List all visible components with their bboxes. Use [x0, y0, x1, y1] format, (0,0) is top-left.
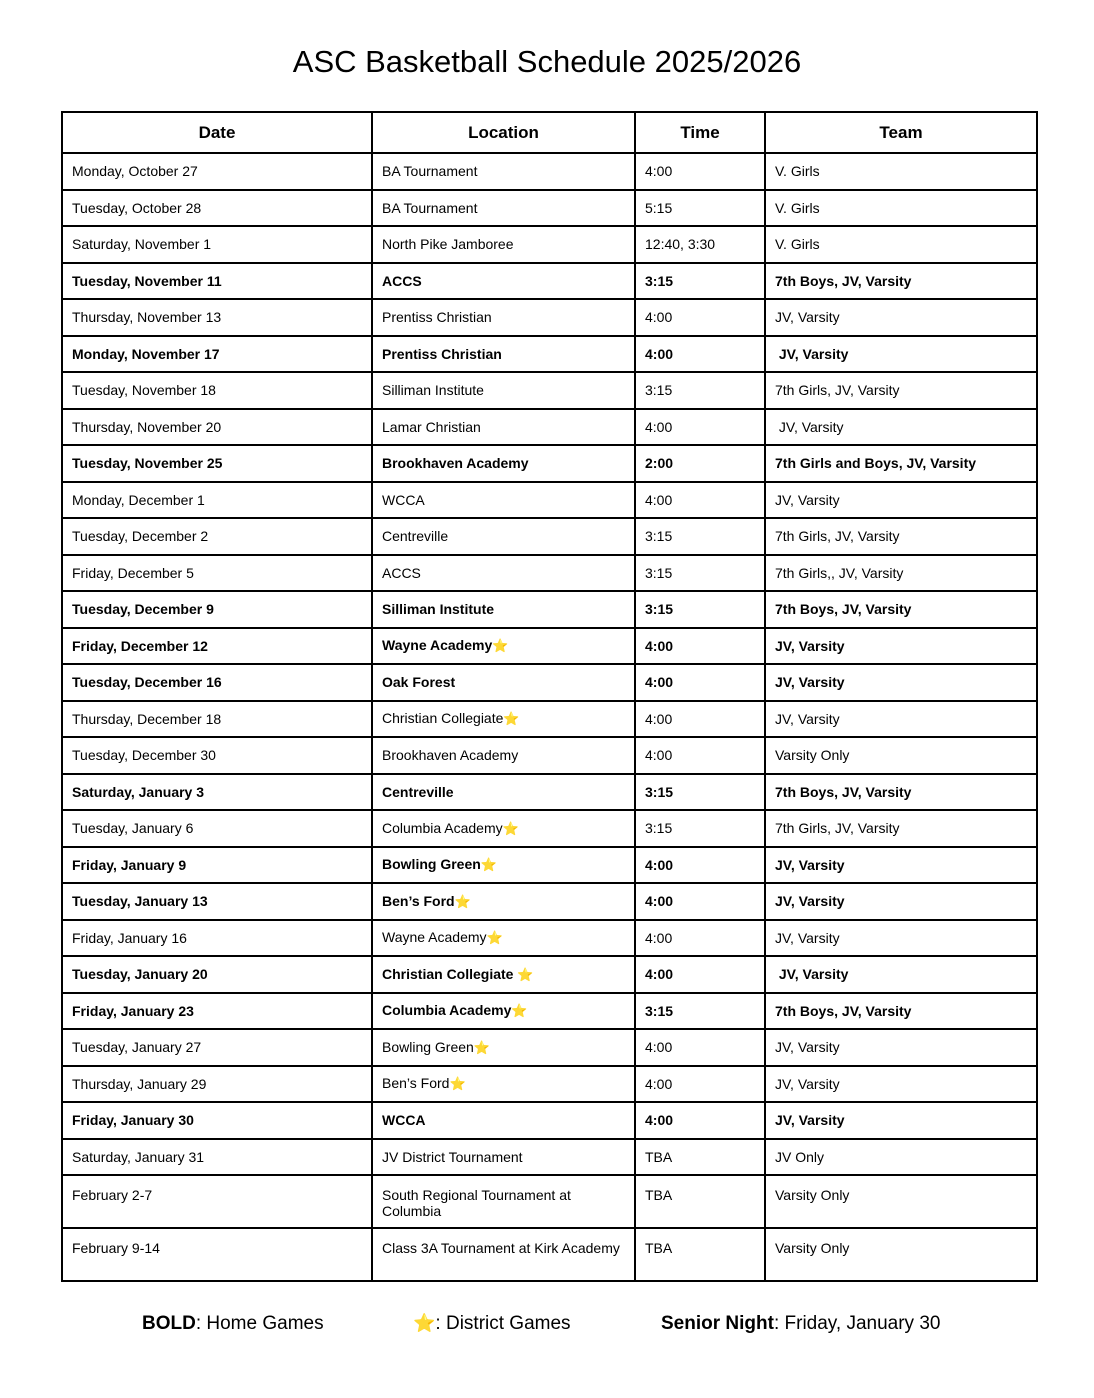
location-cell-text: Christian Collegiate: [382, 965, 518, 982]
table-row: [62, 445, 1037, 482]
time-cell: [635, 409, 765, 446]
star-icon: ⭐: [454, 893, 471, 909]
location-cell-text: Prentiss Christian: [382, 345, 502, 362]
table-header-row: [62, 112, 1037, 153]
date-cell: [62, 1066, 372, 1103]
team-cell-text: Varsity Only: [775, 1240, 850, 1256]
location-cell: [372, 628, 635, 665]
date-cell-text: Tuesday, December 9: [72, 601, 214, 618]
legend-district-games: [413, 1313, 571, 1335]
table-row: [62, 993, 1037, 1030]
date-cell-text: Monday, October 27: [72, 163, 198, 180]
location-cell-text: Brookhaven Academy: [382, 747, 519, 764]
location-cell: [372, 956, 635, 993]
team-cell-text: V. Girls: [775, 236, 820, 253]
table-row: [62, 263, 1037, 300]
date-cell-text: Thursday, November 20: [72, 418, 222, 435]
time-cell: [635, 1139, 765, 1176]
time-cell: [635, 664, 765, 701]
location-cell-text: Oak Forest: [382, 674, 456, 691]
date-cell: [62, 336, 372, 373]
time-cell: [635, 1102, 765, 1139]
location-cell-text: Bowling Green: [382, 856, 481, 873]
team-cell: [765, 336, 1037, 373]
time-cell-text: 4:00: [645, 1075, 673, 1092]
date-cell-text: Friday, January 23: [72, 1002, 194, 1019]
location-cell: [372, 555, 635, 592]
location-cell: [372, 372, 635, 409]
star-icon: ⭐: [492, 638, 509, 654]
team-cell-text: 7th Boys, JV, Varsity: [775, 272, 912, 289]
team-cell: [765, 409, 1037, 446]
table-row: [62, 920, 1037, 957]
legend-home-games: [142, 1313, 324, 1335]
time-cell: [635, 701, 765, 738]
date-cell: [62, 299, 372, 336]
location-cell: [372, 1102, 635, 1139]
date-cell: [62, 664, 372, 701]
location-cell: [372, 153, 635, 190]
header-location: Location: [372, 112, 635, 153]
time-cell-text: 3:15: [645, 382, 673, 399]
date-cell-text: Friday, January 9: [72, 856, 187, 873]
location-cell: [372, 993, 635, 1030]
time-cell: [635, 1066, 765, 1103]
location-cell: [372, 1066, 635, 1103]
time-cell: [635, 372, 765, 409]
time-cell-text: 4:00: [645, 856, 674, 873]
date-cell: [62, 993, 372, 1030]
table-row: [62, 336, 1037, 373]
time-cell: [635, 920, 765, 957]
time-cell: [635, 737, 765, 774]
time-cell-text: 3:15: [645, 1002, 674, 1019]
table-row: [62, 372, 1037, 409]
time-cell: [635, 993, 765, 1030]
location-cell: [372, 591, 635, 628]
date-cell-text: February 9-14: [72, 1240, 160, 1256]
team-cell-text: JV, Varsity: [775, 1112, 845, 1129]
time-cell: [635, 445, 765, 482]
team-cell-text: JV, Varsity: [775, 309, 840, 326]
location-cell: [372, 518, 635, 555]
schedule-table: [61, 111, 1038, 1282]
team-cell-text: V. Girls: [775, 163, 820, 180]
team-cell: [765, 226, 1037, 263]
date-cell-text: Tuesday, December 16: [72, 674, 222, 691]
team-cell: [765, 701, 1037, 738]
team-cell: [765, 956, 1037, 993]
location-cell: [372, 774, 635, 811]
page-title: ASC Basketball Schedule 2025/2026: [292, 44, 802, 79]
time-cell-text: 3:15: [645, 272, 674, 289]
team-cell-text: JV, Varsity: [775, 710, 840, 727]
date-cell-text: Tuesday, January 20: [72, 966, 208, 983]
team-cell: [765, 555, 1037, 592]
time-cell: [635, 1175, 765, 1228]
date-cell-text: Tuesday, November 25: [72, 455, 223, 472]
team-cell-text: JV, Varsity: [775, 345, 849, 362]
star-icon: ⭐: [413, 1313, 436, 1333]
table-row: [62, 555, 1037, 592]
table-row: [62, 737, 1037, 774]
table-row: [62, 774, 1037, 811]
time-cell-text: TBA: [645, 1240, 673, 1256]
date-cell: [62, 555, 372, 592]
team-cell-text: 7th Girls, JV, Varsity: [775, 528, 900, 545]
time-cell: [635, 591, 765, 628]
time-cell-text: 4:00: [645, 345, 674, 362]
date-cell: [62, 591, 372, 628]
team-cell: [765, 847, 1037, 884]
star-icon: ⭐: [503, 711, 520, 727]
location-cell: [372, 701, 635, 738]
time-cell-text: 4:00: [645, 1039, 673, 1056]
time-cell: [635, 847, 765, 884]
team-cell-text: 7th Girls, JV, Varsity: [775, 382, 900, 399]
location-cell-text: BA Tournament: [382, 163, 478, 180]
table-row: [62, 1066, 1037, 1103]
time-cell: [635, 263, 765, 300]
location-cell-text: Lamar Christian: [382, 418, 481, 435]
time-cell-text: 4:00: [645, 929, 673, 946]
team-cell: [765, 920, 1037, 957]
date-cell-text: Tuesday, November 18: [72, 382, 216, 399]
star-icon: ⭐: [473, 1039, 491, 1055]
location-cell-text: WCCA: [382, 1112, 426, 1129]
team-cell-text: JV, Varsity: [775, 856, 845, 873]
time-cell-text: 4:00: [645, 637, 674, 654]
time-cell-text: 4:00: [645, 674, 674, 691]
team-cell-text: JV Only: [775, 1148, 825, 1165]
location-cell-text: Centreville: [382, 528, 449, 545]
date-cell: [62, 810, 372, 847]
location-cell-text: Wayne Academy: [382, 637, 493, 654]
location-cell-text: WCCA: [382, 491, 425, 508]
date-cell: [62, 847, 372, 884]
team-cell: [765, 737, 1037, 774]
date-cell: [62, 1102, 372, 1139]
team-cell: [765, 628, 1037, 665]
date-cell-text: Saturday, January 3: [72, 783, 205, 800]
table-row: [62, 409, 1037, 446]
team-cell-text: JV, Varsity: [775, 674, 845, 691]
time-cell: [635, 1029, 765, 1066]
time-cell: [635, 482, 765, 519]
table-row: [62, 591, 1037, 628]
date-cell-text: Monday, December 1: [72, 491, 205, 508]
location-cell: [372, 1139, 635, 1176]
date-cell: [62, 482, 372, 519]
time-cell-text: 5:15: [645, 199, 673, 216]
time-cell: [635, 774, 765, 811]
location-cell: [372, 482, 635, 519]
team-cell-text: JV, Varsity: [775, 929, 840, 946]
date-cell: [62, 1029, 372, 1066]
time-cell: [635, 336, 765, 373]
date-cell: [62, 226, 372, 263]
date-cell-text: Monday, November 17: [72, 345, 220, 362]
team-cell: [765, 372, 1037, 409]
location-cell: [372, 299, 635, 336]
date-cell-text: Thursday, November 13: [72, 309, 222, 326]
table-row: [62, 847, 1037, 884]
team-cell: [765, 664, 1037, 701]
team-cell-text: JV, Varsity: [775, 418, 844, 435]
time-cell-text: 4:00: [645, 1112, 674, 1129]
time-cell-text: 4:00: [645, 710, 673, 727]
legend-star-desc: : District Games: [435, 1313, 571, 1334]
date-cell: [62, 190, 372, 227]
date-cell-text: Thursday, December 18: [72, 710, 222, 727]
date-cell-text: Tuesday, January 6: [72, 820, 194, 837]
time-cell: [635, 628, 765, 665]
time-cell: [635, 299, 765, 336]
time-cell-text: TBA: [645, 1148, 673, 1165]
team-cell-text: 7th Boys, JV, Varsity: [775, 783, 912, 800]
table-row: [62, 299, 1037, 336]
time-cell-text: 4:00: [645, 491, 673, 508]
table-row: [62, 190, 1037, 227]
date-cell: [62, 263, 372, 300]
table-row: [62, 810, 1037, 847]
time-cell: [635, 518, 765, 555]
team-cell: [765, 299, 1037, 336]
legend-senior-key: Senior Night: [661, 1313, 774, 1334]
location-cell-text: Brookhaven Academy: [382, 455, 529, 472]
star-icon: ⭐: [511, 1003, 528, 1019]
time-cell-text: 3:15: [645, 783, 674, 800]
team-cell: [765, 993, 1037, 1030]
team-cell-text: V. Girls: [775, 199, 820, 216]
date-cell: [62, 701, 372, 738]
location-cell: [372, 336, 635, 373]
table-row: [62, 664, 1037, 701]
team-cell: [765, 1228, 1037, 1281]
location-cell: [372, 190, 635, 227]
table-row: [62, 1175, 1037, 1228]
date-cell-text: Saturday, November 1: [72, 236, 212, 253]
header-date: Date: [62, 112, 372, 153]
date-cell: [62, 628, 372, 665]
team-cell-text: Varsity Only: [775, 1187, 850, 1203]
location-cell-text: North Pike Jamboree: [382, 236, 514, 253]
table-row: [62, 226, 1037, 263]
team-cell: [765, 1175, 1037, 1228]
location-cell: [372, 409, 635, 446]
date-cell-text: Tuesday, December 30: [72, 747, 216, 764]
date-cell: [62, 956, 372, 993]
time-cell: [635, 810, 765, 847]
location-cell-text: Silliman Institute: [382, 601, 495, 618]
time-cell-text: 3:15: [645, 820, 673, 837]
table-row: [62, 956, 1037, 993]
date-cell-text: Tuesday, December 2: [72, 528, 209, 545]
date-cell: [62, 372, 372, 409]
date-cell-text: Friday, December 5: [72, 564, 194, 581]
table-row: [62, 482, 1037, 519]
date-cell: [62, 1175, 372, 1228]
header-time: Time: [635, 112, 765, 153]
table-row: [62, 628, 1037, 665]
location-cell: [372, 737, 635, 774]
table-row: [62, 1228, 1037, 1281]
date-cell-text: Friday, January 16: [72, 929, 187, 946]
location-cell-text: South Regional Tournament at Columbia: [382, 1187, 575, 1219]
time-cell: [635, 883, 765, 920]
date-cell-text: Friday, January 30: [72, 1112, 194, 1129]
date-cell-text: Tuesday, January 13: [72, 893, 208, 910]
location-cell-text: Wayne Academy: [382, 929, 487, 946]
table-row: [62, 1139, 1037, 1176]
time-cell-text: 4:00: [645, 163, 673, 180]
star-icon: ⭐: [502, 820, 519, 836]
location-cell-text: ACCS: [382, 564, 421, 581]
location-cell-text: Columbia Academy: [382, 819, 503, 836]
date-cell: [62, 774, 372, 811]
location-cell: [372, 445, 635, 482]
location-cell-text: Ben’s Ford: [382, 1075, 450, 1092]
date-cell-text: Tuesday, November 11: [72, 272, 222, 289]
team-cell: [765, 190, 1037, 227]
team-cell-text: JV, Varsity: [775, 966, 849, 983]
time-cell: [635, 1228, 765, 1281]
location-cell-text: ACCS: [382, 272, 422, 289]
legend-bold-key: BOLD: [142, 1313, 196, 1334]
time-cell-text: 3:15: [645, 564, 673, 581]
team-cell: [765, 263, 1037, 300]
table-row: [62, 1102, 1037, 1139]
date-cell: [62, 445, 372, 482]
location-cell-text: JV District Tournament: [382, 1148, 523, 1165]
location-cell-text: Christian Collegiate: [382, 710, 504, 727]
time-cell: [635, 153, 765, 190]
star-icon: ⭐: [449, 1076, 466, 1092]
table-row: [62, 701, 1037, 738]
location-cell: [372, 1175, 635, 1228]
team-cell: [765, 1102, 1037, 1139]
date-cell: [62, 153, 372, 190]
star-icon: ⭐: [517, 966, 534, 982]
team-cell: [765, 1029, 1037, 1066]
date-cell-text: Thursday, January 29: [72, 1075, 207, 1092]
time-cell-text: TBA: [645, 1187, 673, 1203]
table-row: [62, 153, 1037, 190]
date-cell: [62, 1228, 372, 1281]
team-cell: [765, 883, 1037, 920]
time-cell: [635, 555, 765, 592]
team-cell-text: JV, Varsity: [775, 637, 845, 654]
location-cell-text: Class 3A Tournament at Kirk Academy: [382, 1240, 620, 1256]
team-cell: [765, 1139, 1037, 1176]
date-cell: [62, 518, 372, 555]
time-cell-text: 12:40, 3:30: [645, 236, 716, 253]
team-cell: [765, 153, 1037, 190]
location-cell-text: Bowling Green: [382, 1038, 474, 1055]
location-cell: [372, 664, 635, 701]
location-cell: [372, 1029, 635, 1066]
date-cell-text: Friday, December 12: [72, 637, 208, 654]
date-cell: [62, 883, 372, 920]
date-cell-text: February 2-7: [72, 1187, 153, 1203]
date-cell: [62, 737, 372, 774]
time-cell: [635, 190, 765, 227]
location-cell-text: Ben’s Ford: [382, 892, 455, 909]
time-cell-text: 2:00: [645, 455, 674, 472]
table-row: [62, 518, 1037, 555]
time-cell: [635, 226, 765, 263]
star-icon: ⭐: [480, 857, 497, 873]
team-cell-text: Varsity Only: [775, 747, 850, 764]
legend-senior-desc: : Friday, January 30: [773, 1313, 941, 1334]
team-cell-text: 7th Girls and Boys, JV, Varsity: [775, 455, 977, 472]
date-cell: [62, 1139, 372, 1176]
team-cell-text: JV, Varsity: [775, 1075, 840, 1092]
date-cell-text: Tuesday, October 28: [72, 199, 202, 216]
legend-bold-desc: : Home Games: [195, 1313, 324, 1334]
location-cell: [372, 226, 635, 263]
time-cell: [635, 956, 765, 993]
date-cell: [62, 920, 372, 957]
location-cell-text: Silliman Institute: [382, 382, 484, 399]
time-cell-text: 4:00: [645, 966, 674, 983]
team-cell-text: JV, Varsity: [775, 1039, 840, 1056]
location-cell: [372, 883, 635, 920]
star-icon: ⭐: [486, 930, 503, 946]
team-cell-text: 7th Girls, JV, Varsity: [775, 820, 900, 837]
team-cell: [765, 810, 1037, 847]
location-cell-text: Prentiss Christian: [382, 309, 492, 326]
location-cell: [372, 1228, 635, 1281]
team-cell-text: JV, Varsity: [775, 491, 840, 508]
time-cell-text: 3:15: [645, 528, 673, 545]
time-cell-text: 4:00: [645, 309, 673, 326]
team-cell-text: 7th Girls,, JV, Varsity: [775, 564, 904, 581]
team-cell: [765, 482, 1037, 519]
time-cell-text: 4:00: [645, 893, 674, 910]
location-cell-text: BA Tournament: [382, 199, 478, 216]
team-cell: [765, 591, 1037, 628]
table-row: [62, 883, 1037, 920]
team-cell: [765, 1066, 1037, 1103]
time-cell-text: 3:15: [645, 601, 674, 618]
time-cell-text: 4:00: [645, 747, 673, 764]
location-cell-text: Columbia Academy: [382, 1002, 512, 1019]
team-cell-text: 7th Boys, JV, Varsity: [775, 601, 912, 618]
location-cell: [372, 810, 635, 847]
team-cell-text: 7th Boys, JV, Varsity: [775, 1002, 912, 1019]
location-cell: [372, 847, 635, 884]
date-cell-text: Tuesday, January 27: [72, 1039, 202, 1056]
team-cell-text: JV, Varsity: [775, 893, 845, 910]
table-row: [62, 1029, 1037, 1066]
team-cell: [765, 518, 1037, 555]
team-cell: [765, 445, 1037, 482]
team-cell: [765, 774, 1037, 811]
date-cell: [62, 409, 372, 446]
location-cell-text: Centreville: [382, 783, 454, 800]
location-cell: [372, 920, 635, 957]
header-team: Team: [765, 112, 1037, 153]
time-cell-text: 4:00: [645, 418, 673, 435]
date-cell-text: Saturday, January 31: [72, 1148, 205, 1165]
legend-senior-night: [661, 1313, 940, 1335]
location-cell: [372, 263, 635, 300]
